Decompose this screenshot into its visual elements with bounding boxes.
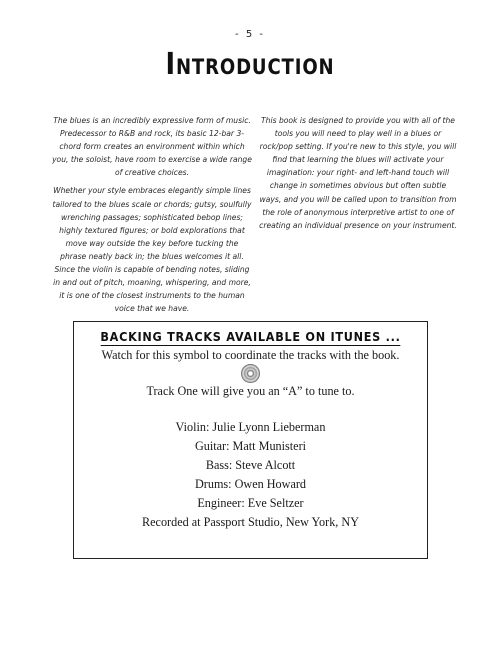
track-one-note: Track One will give you an “A” to tune to. bbox=[146, 384, 355, 398]
credit-line: Engineer: Eve Seltzer bbox=[197, 496, 304, 510]
symbol-instruction: Watch for this symbol to coordinate the tracks with the book. bbox=[101, 348, 400, 362]
intro-paragraph: This book is designed to provide you with all of the tools you will need to play well in a blues or rock/pop setting. If you're new to this style, you will find that learning the blues will activate your imagination: your right- and left-hand touch will change in sometimes obvious but often subtle ways, and you will be called upon to transition from the role of anonymous interpretive artist to one of creating an individual presence on your instrument. bbox=[259, 116, 457, 230]
intro-right-column bbox=[258, 114, 458, 237]
credit-line: Drums: Owen Howard bbox=[194, 477, 307, 491]
intro-paragraph: Whether your style embraces elegantly simple lines tailored to the blues scale or chords; gutsy, soulfully wrenching passages; sophisticated bebop lines; highly textured figures; or bold explorations that move way outside the key before tucking the phrase neatly back in; the blues welcomes it all. Since the violin is capable of bending notes, sliding in and out of pitch, moaning, whispering, and more, it is one of the closest instruments to the human voice that we have. bbox=[52, 186, 252, 314]
cd-icon bbox=[241, 364, 260, 383]
page-title: Introduction bbox=[165, 47, 335, 82]
backing-tracks-box bbox=[73, 321, 428, 559]
credit-line: Violin: Julie Lyonn Lieberman bbox=[175, 420, 326, 434]
intro-left-column bbox=[52, 114, 252, 320]
backing-tracks-heading bbox=[92, 329, 410, 344]
credit-line: Guitar: Matt Munisteri bbox=[194, 439, 307, 453]
credit-line: Bass: Steve Alcott bbox=[205, 458, 296, 472]
credits-list bbox=[74, 418, 427, 532]
page-number: - 5 - bbox=[235, 29, 265, 40]
credit-line: Recorded at Passport Studio, New York, NY bbox=[142, 515, 359, 529]
backing-tracks-heading-text: BACKING TRACKS AVAILABLE ON ITUNES ... bbox=[100, 329, 401, 344]
intro-paragraph: The blues is an incredibly expressive form of music. Predecessor to R&B and rock, its basic 12-bar 3-chord form creates an environment within which you, the soloist, have room to exercise a wide range of creative choices. bbox=[52, 116, 252, 178]
